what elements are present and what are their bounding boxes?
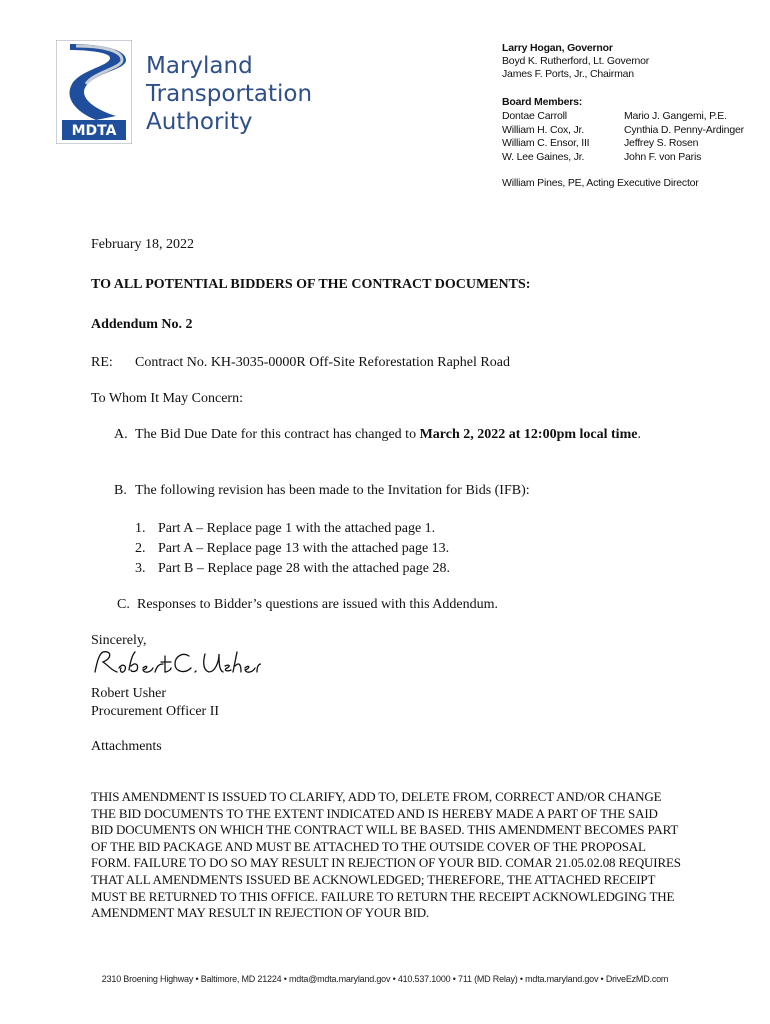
board-member: Dontae Carroll bbox=[502, 110, 567, 122]
lt-governor-name: Boyd K. Rutherford, Lt. Governor bbox=[502, 55, 650, 67]
board-members-title: Board Members: bbox=[502, 96, 583, 108]
org-name-line-2: Transportation bbox=[146, 81, 313, 107]
item-a-suffix: . bbox=[637, 427, 641, 442]
item-b-marker: B. bbox=[114, 483, 127, 498]
board-member: Cynthia D. Penny-Ardinger bbox=[624, 123, 744, 136]
board-member: W. Lee Gaines, Jr. bbox=[502, 150, 585, 163]
sub-item-number: 3. bbox=[135, 561, 146, 576]
chairman-name: James F. Ports, Jr., Chairman bbox=[502, 68, 634, 80]
board-members-column-2 bbox=[624, 110, 744, 164]
board-member: William C. Ensor, III bbox=[502, 137, 590, 149]
org-name-line-3: Authority bbox=[146, 109, 253, 135]
executive-director: William Pines, PE, Acting Executive Director bbox=[502, 177, 699, 189]
re-label: RE: bbox=[91, 355, 113, 370]
sub-item-text: Part A – Replace page 1 with the attached page 1. bbox=[158, 521, 436, 536]
item-c-marker: C. bbox=[117, 597, 130, 612]
item-a-marker: A. bbox=[114, 427, 128, 442]
board-members-column-1 bbox=[502, 110, 589, 164]
closing: Sincerely, bbox=[91, 633, 147, 648]
item-b-text: The following revision has been made to the Invitation for Bids (IFB): bbox=[135, 483, 530, 498]
letter-date: February 18, 2022 bbox=[91, 237, 195, 252]
logo-text: MDTA bbox=[71, 123, 117, 139]
amendment-notice: THIS AMENDMENT IS ISSUED TO CLARIFY, ADD TO, DELETE FROM, CORRECT AND/OR CHANGE THE BID DOCUMENTS TO THE EXTENT INDICATED AND IS HEREBY MADE A PART OF THE SAID BID DOCUMENTS ON WHICH THE CONTRACT WILL BE BASED. THIS AMENDMENT BECOMES PART OF THE BID PACKAGE AND MUST BE ATTACHED TO THE OUTSIDE COVER OF THE PROPOSAL FORM. FAILURE TO DO SO MAY RESULT IN REJECTION OF YOUR BID. COMAR 21.05.02.08 REQUIRES THAT ALL AMENDMENTS ISSUED BE ACKNOWLEDGED; THEREFORE, THE ATTACHED RECEIPT MUST BE RETURNED TO THIS OFFICE. FAILURE TO RETURN THE RECEIPT ACKNOWLEDGING THE AMENDMENT MAY RESULT IN REJECTION OF YOUR BID. bbox=[91, 789, 681, 921]
board-member: William H. Cox, Jr. bbox=[502, 123, 584, 136]
addendum-number: Addendum No. 2 bbox=[91, 317, 193, 332]
governor-name: Larry Hogan, Governor bbox=[502, 42, 613, 54]
re-subject: Contract No. KH-3035-0000R Off-Site Reforestation Raphel Road bbox=[135, 355, 510, 370]
item-a-text bbox=[135, 426, 675, 444]
item-a-prefix: The Bid Due Date for this contract has changed to bbox=[135, 427, 420, 442]
item-c-text: Responses to Bidder’s questions are issued with this Addendum. bbox=[137, 597, 498, 612]
board-member: Mario J. Gangemi, P.E. bbox=[624, 110, 727, 122]
org-name-line-1: Maryland bbox=[146, 53, 253, 79]
letter-heading: TO ALL POTENTIAL BIDDERS OF THE CONTRACT DOCUMENTS: bbox=[91, 277, 531, 292]
attachments-label: Attachments bbox=[91, 739, 162, 754]
officials-list bbox=[502, 42, 649, 81]
bid-due-date: March 2, 2022 at 12:00pm local time bbox=[419, 427, 638, 442]
footer-contact-line: 2310 Broening Highway • Baltimore, MD 21224 • mdta@mdta.maryland.gov • 410.537.1000 • 711 (MD Relay) • mdta.maryland.gov • DriveEzMD.com bbox=[101, 974, 669, 984]
mdta-logo bbox=[56, 40, 132, 144]
sub-item-number: 1. bbox=[135, 521, 146, 536]
signer-title: Procurement Officer II bbox=[91, 704, 220, 719]
salutation: To Whom It May Concern: bbox=[91, 391, 243, 406]
signer-name: Robert Usher bbox=[91, 686, 167, 701]
sub-item-text: Part A – Replace page 13 with the attached page 13. bbox=[158, 541, 450, 556]
organization-name bbox=[146, 52, 312, 136]
board-member: Jeffrey S. Rosen bbox=[624, 137, 699, 149]
handwritten-signature bbox=[91, 648, 261, 678]
board-member: John F. von Paris bbox=[624, 150, 702, 163]
sub-item-number: 2. bbox=[135, 541, 146, 556]
sub-item-text: Part B – Replace page 28 with the attached page 28. bbox=[158, 561, 450, 576]
